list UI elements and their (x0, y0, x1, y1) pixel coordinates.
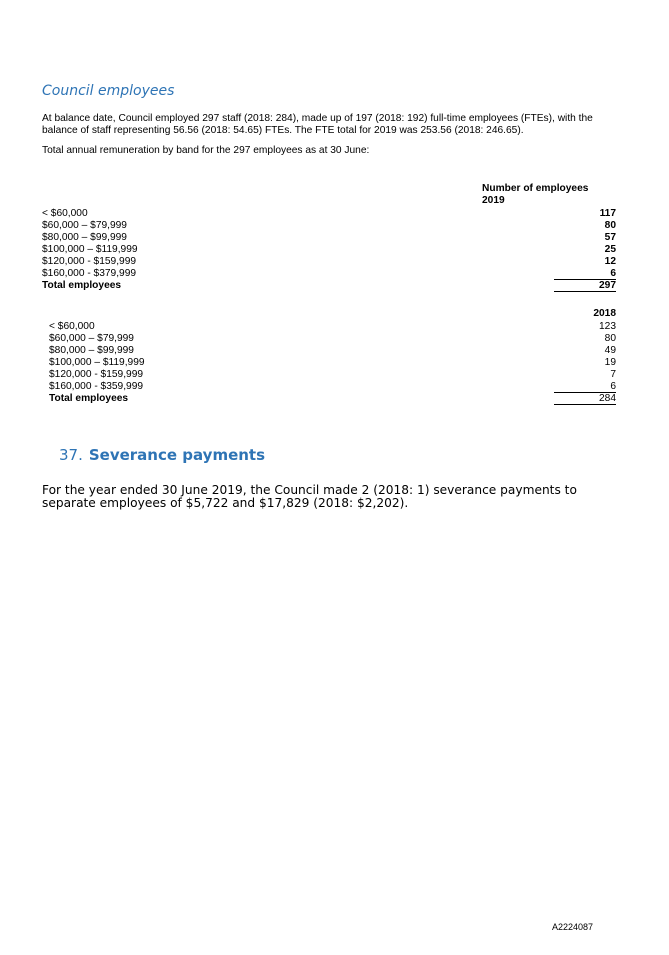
section-heading-text: Severance payments (88, 446, 266, 464)
remuneration-table-2018 (42, 308, 616, 405)
band-value: 7 (610, 369, 616, 380)
table-row (42, 220, 616, 232)
table-row (42, 268, 616, 280)
table-row (42, 256, 616, 268)
table-row (42, 232, 616, 244)
remuneration-intro-paragraph: Total annual remuneration by band for the 297 employees as at 30 June: (42, 145, 370, 156)
section-number: 37. (59, 446, 83, 464)
band-label: $160,000 - $379,999 (42, 268, 137, 279)
remuneration-table-2019 (42, 183, 616, 292)
table-header (42, 308, 616, 321)
band-label: $100,000 – $119,999 (42, 244, 138, 255)
band-label: $100,000 – $119,999 (49, 357, 145, 368)
band-value: 6 (554, 268, 616, 280)
employment-summary-paragraph: At balance date, Council employed 297 staff (2018: 284), made up of 197 (2018: 192) full-time employees (FTEs), with the balance of staff representing 56.56 (2018: 54.65) FTEs. The FTE total for 2019 was 253.56 (2018: 246.65). (42, 113, 593, 136)
band-label: $80,000 – $99,999 (49, 345, 134, 356)
header-line-1: Number of employees (482, 183, 589, 194)
band-value: 49 (604, 345, 616, 356)
band-value: 123 (599, 321, 616, 332)
total-row (42, 280, 616, 292)
band-value: 12 (604, 256, 616, 267)
band-label: $160,000 - $359,999 (49, 381, 144, 392)
table-header (42, 183, 616, 208)
band-value: 19 (604, 357, 616, 368)
header-year: 2018 (593, 308, 616, 319)
table-row (42, 345, 616, 357)
band-value: 6 (554, 381, 616, 393)
band-label: $120,000 - $159,999 (42, 256, 137, 267)
band-label: $80,000 – $99,999 (42, 232, 127, 243)
total-value: 297 (554, 280, 616, 292)
table-row (42, 333, 616, 345)
band-label: $60,000 – $79,999 (42, 220, 127, 231)
table-row (42, 244, 616, 256)
column-header (482, 183, 616, 207)
total-label: Total employees (49, 393, 129, 404)
band-value: 80 (604, 333, 616, 344)
document-reference: A2224087 (552, 922, 594, 932)
band-value: 57 (604, 232, 616, 243)
table-row (42, 369, 616, 381)
total-label: Total employees (42, 280, 122, 291)
severance-heading (59, 446, 265, 464)
table-row (42, 357, 616, 369)
band-label: < $60,000 (42, 208, 88, 219)
severance-paragraph: For the year ended 30 June 2019, the Council made 2 (2018: 1) severance payments to separate employees of $5,722 and $17,829 (2018: $2,202). (42, 483, 577, 510)
band-label: $120,000 - $159,999 (49, 369, 144, 380)
band-value: 117 (599, 208, 616, 219)
total-value: 284 (554, 393, 616, 405)
header-year: 2019 (482, 195, 505, 206)
total-row (42, 393, 616, 405)
section-title: Council employees (42, 83, 175, 99)
band-value: 80 (604, 220, 616, 231)
band-value: 25 (604, 244, 616, 255)
table-row (42, 208, 616, 220)
band-label: $60,000 – $79,999 (49, 333, 134, 344)
band-label: < $60,000 (49, 321, 95, 332)
table-row (42, 321, 616, 333)
table-row (42, 381, 616, 393)
